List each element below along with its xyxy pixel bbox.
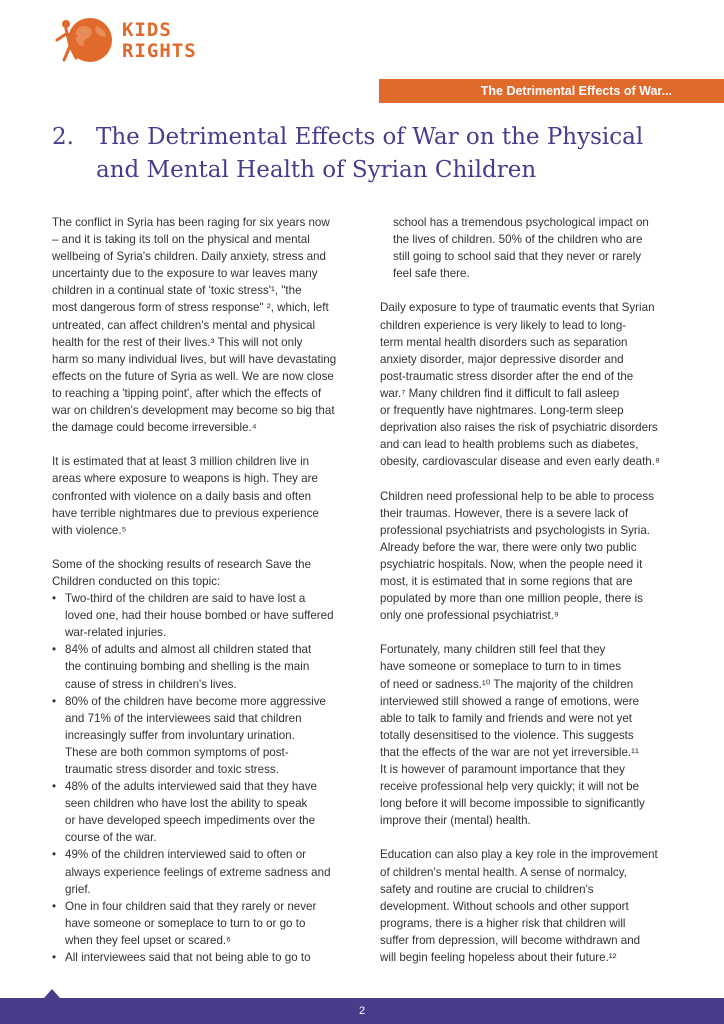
text-line: war on children's development may become so big that xyxy=(52,404,335,418)
text-line: These are both common symptoms of post- xyxy=(65,745,289,759)
text-line: 80% of the children have become more aggressive xyxy=(65,694,327,708)
bullet-icon: • xyxy=(52,643,57,657)
text-line: obesity, cardiovascular disease and even early death.⁸ xyxy=(380,455,660,469)
text-line: only one professional psychiatrist.⁹ xyxy=(380,609,559,623)
text-line: confronted with violence on a daily basis and often xyxy=(52,489,312,503)
text-line: children experience is very likely to lead to long- xyxy=(380,318,627,332)
text-line: most, it is estimated that in some regions that are xyxy=(380,574,633,588)
text-line: and can lead to health problems such as diabetes, xyxy=(380,438,639,452)
right-column xyxy=(380,214,672,966)
bullet-icon: • xyxy=(52,848,57,862)
text-line: their traumas. However, there is a severe lack of xyxy=(380,506,629,520)
text-line: will begin feeling hopeless about their future.¹² xyxy=(380,951,617,965)
kidsrights-logo xyxy=(52,14,212,70)
text-line: One in four children said that they rarely or never xyxy=(65,899,317,913)
text-line: war-related injuries. xyxy=(65,626,167,640)
text-line: suffer from depression, will become withdrawn and xyxy=(380,933,641,947)
footer-bar xyxy=(0,998,724,1024)
text-line: cause of stress in children's lives. xyxy=(65,677,237,691)
list-item xyxy=(52,693,347,778)
text-line: post-traumatic stress disorder after the end of the xyxy=(380,369,634,383)
text-line: wellbeing of Syria's children. Daily anxiety, stress and xyxy=(52,250,326,264)
running-header: The Detrimental Effects of War... xyxy=(379,79,724,103)
text-line: course of the war. xyxy=(65,831,157,845)
list-item xyxy=(52,846,347,897)
text-line: receive professional help very quickly; it will not be xyxy=(380,780,640,794)
paragraph xyxy=(52,453,347,538)
text-line: school has a tremendous psychological impact on xyxy=(393,216,649,229)
globe-kid-icon xyxy=(52,14,116,70)
text-line: or have developed speech impediments over the xyxy=(65,814,316,828)
text-line: populated by more than one million people, there is xyxy=(380,592,643,606)
text-line: of need or sadness.¹⁰ The majority of the children xyxy=(380,677,634,691)
text-line: safety and routine are crucial to children's xyxy=(380,882,594,896)
text-line: improve their (mental) health. xyxy=(380,814,531,828)
paragraph xyxy=(380,846,672,966)
text-line: professional psychiatrists and psychologists in Syria. xyxy=(380,523,651,537)
text-line: programs, there is a higher risk that children will xyxy=(380,916,626,930)
section-title-line: The Detrimental Effects of War on the Physical xyxy=(96,124,644,150)
text-line: All interviewees said that not being able to go to xyxy=(65,951,311,965)
bullet-continuation xyxy=(380,214,672,282)
text-line: children in a continual state of 'toxic stress'¹, "the xyxy=(52,284,302,298)
text-line: The conflict in Syria has been raging for six years now xyxy=(52,216,330,229)
list-item xyxy=(52,641,347,692)
text-line: grief. xyxy=(65,882,91,896)
bullet-icon: • xyxy=(52,694,57,708)
text-line: health for the rest of their lives.³ This will not only xyxy=(52,335,303,349)
section-number: 2. xyxy=(52,124,74,150)
text-line: long before it will become impossible to significantly xyxy=(380,797,645,811)
text-line: uncertainty due to the exposure to war leaves many xyxy=(52,267,318,281)
paragraph xyxy=(52,556,347,590)
text-line: – and it is taking its toll on the physical and mental xyxy=(52,233,310,247)
text-line: term mental health disorders such as separation xyxy=(380,335,628,349)
text-line: It is estimated that at least 3 million children live in xyxy=(52,455,310,469)
text-line: development. Without schools and other support xyxy=(380,899,629,913)
text-line: effects on the future of Syria as well. We are now close xyxy=(52,369,334,383)
logo-text-kids: KIDS xyxy=(122,19,172,41)
text-line: interviewed still showed a range of emotions, were xyxy=(380,694,640,708)
text-line: have terrible nightmares due to previous experience xyxy=(52,506,319,520)
text-line: seen children who have lost the ability to speak xyxy=(65,797,308,811)
text-line: loved one, had their house bombed or have suffered xyxy=(65,609,334,623)
text-line: always experience feelings of extreme sadness and xyxy=(65,865,331,879)
text-line: Children conducted on this topic: xyxy=(52,574,221,588)
list-item xyxy=(52,949,347,966)
paragraph xyxy=(380,488,672,625)
list-item xyxy=(52,778,347,846)
text-line: harm so many individual lives, but will have devastating xyxy=(52,352,337,366)
bullet-icon: • xyxy=(52,592,57,606)
text-line: and 71% of the interviewees said that children xyxy=(65,711,302,725)
text-line: to reaching a 'tipping point', after which the effects of xyxy=(52,386,322,400)
list-item xyxy=(52,590,347,641)
text-line: the continuing bombing and shelling is the main xyxy=(65,660,310,674)
text-line: that the effects of the war are not yet irreversible.¹¹ xyxy=(380,745,639,759)
text-line: able to talk to family and friends and were not yet xyxy=(380,711,632,725)
text-line: Already before the war, there were only two public xyxy=(380,540,637,554)
left-column xyxy=(52,214,347,966)
text-line: still going to school said that they never or rarely xyxy=(393,250,642,264)
text-line: most dangerous form of stress response" ², which, left xyxy=(52,301,329,315)
text-line: Children need professional help to be able to process xyxy=(380,489,654,503)
text-line: deprivation also raises the risk of psychiatric disorders xyxy=(380,421,658,435)
text-line: war.⁷ Many children find it difficult to fall asleep xyxy=(380,386,620,400)
bullet-icon: • xyxy=(52,951,57,965)
footer-tab-marker xyxy=(44,989,60,998)
paragraph xyxy=(52,214,347,436)
text-line: psychiatric hospitals. Now, when the people need it xyxy=(380,557,643,571)
text-line: have someone or someplace to turn to in times xyxy=(380,660,622,674)
text-line: the damage could become irreversible.⁴ xyxy=(52,421,257,435)
text-line: Daily exposure to type of traumatic events that Syrian xyxy=(380,301,655,315)
text-line: with violence.⁵ xyxy=(52,523,127,537)
bullet-icon: • xyxy=(52,780,57,794)
text-line: traumatic stress disorder and toxic stress. xyxy=(65,763,279,776)
text-line: increasingly suffer from involuntary urination. xyxy=(65,728,295,742)
text-line: areas where exposure to weapons is high. They are xyxy=(52,472,318,486)
text-line: anxiety disorder, major depressive disorder and xyxy=(380,352,624,366)
logo-text-rights: RIGHTS xyxy=(122,40,197,62)
text-line: have someone or someplace to turn to or go to xyxy=(65,916,306,930)
text-line: the lives of children. 50% of the children who are xyxy=(393,233,643,247)
section-title-line: and Mental Health of Syrian Children xyxy=(96,157,537,183)
text-line: when they feel upset or scared.⁶ xyxy=(65,933,231,947)
text-line: 48% of the adults interviewed said that they have xyxy=(65,780,317,794)
text-line: feel safe there. xyxy=(393,267,470,281)
page-number: 2 xyxy=(358,1005,366,1017)
text-line: Two-third of the children are said to have lost a xyxy=(65,592,306,606)
text-line: totally desensitised to the violence. This suggests xyxy=(380,728,634,742)
text-line: Some of the shocking results of research Save the xyxy=(52,557,312,571)
text-line: It is however of paramount importance that they xyxy=(380,763,625,776)
text-line: 84% of adults and almost all children stated that xyxy=(65,643,312,657)
text-line: Education can also play a key role in the improvement xyxy=(380,848,658,862)
text-line: or frequently have nightmares. Long-term sleep xyxy=(380,404,624,418)
bullet-list xyxy=(52,590,347,966)
list-item xyxy=(52,898,347,949)
text-line: of children's mental health. A sense of normalcy, xyxy=(380,865,627,879)
paragraph xyxy=(380,299,672,470)
paragraph xyxy=(380,641,672,829)
bullet-icon: • xyxy=(52,899,57,913)
text-line: untreated, can affect children's mental and physical xyxy=(52,318,316,332)
text-line: Fortunately, many children still feel that they xyxy=(380,643,606,657)
text-line: 49% of the children interviewed said to often or xyxy=(65,848,307,862)
